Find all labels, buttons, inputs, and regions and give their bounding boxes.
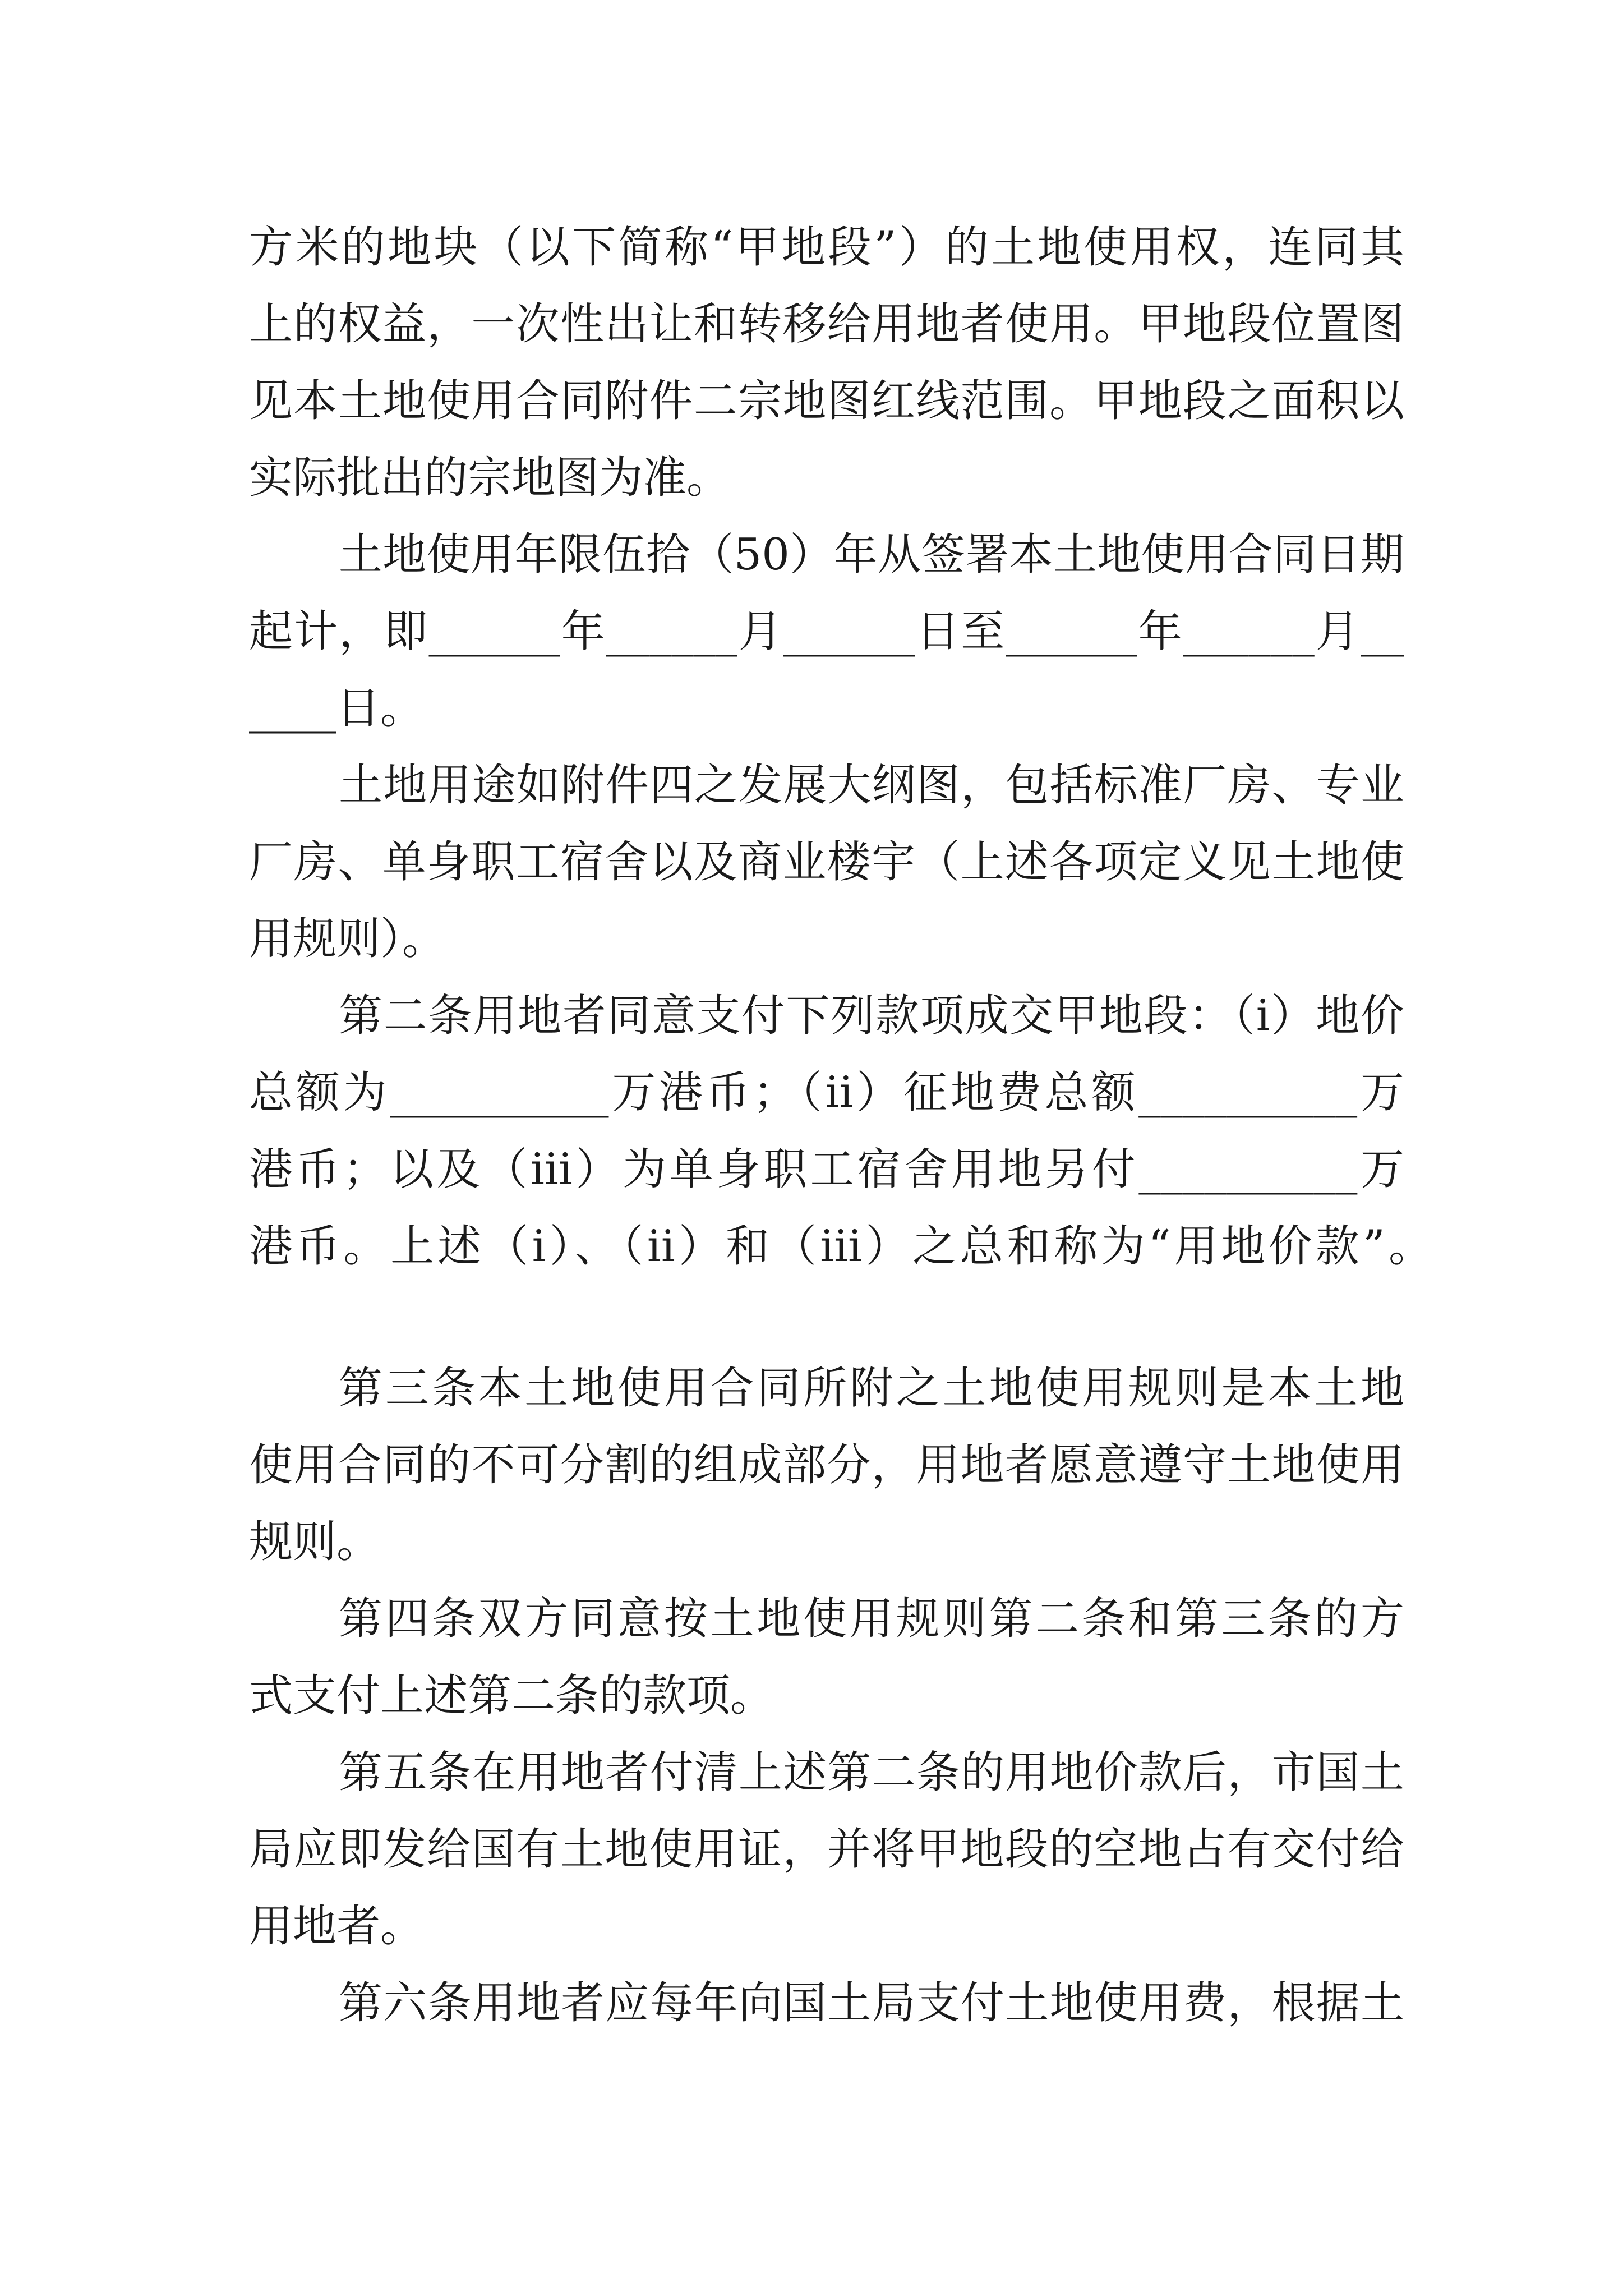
paragraph-1-line-1: 方米的地块（以下简称“甲地段”）的土地使用权，连同其 — [249, 222, 1404, 273]
article-6-line-1: 第六条用地者应每年向国土局支付土地使用费，根据土 — [339, 1978, 1404, 2028]
article-5-line-3: 用地者。 — [249, 1901, 425, 1952]
paragraph-1-line-3: 见本土地使用合同附件二宗地图红线范围。甲地段之面积以 — [249, 376, 1404, 426]
article-2-line-1: 第二条用地者同意支付下列款项成交甲地段：（i）地价 — [339, 991, 1404, 1041]
paragraph-use-line-2: 厂房、单身职工宿舍以及商业楼宇（上述各项定义见土地使 — [249, 837, 1404, 887]
article-3-line-2: 使用合同的不可分割的组成部分，用地者愿意遵守土地使用 — [249, 1440, 1404, 1490]
paragraph-term-line-1: 土地使用年限伍拾（50）年从签署本土地使用合同日期 — [339, 530, 1404, 580]
paragraph-term-line-3: ____日。 — [249, 683, 425, 734]
paragraph-1-line-2: 上的权益，一次性出让和转移给用地者使用。甲地段位置图 — [249, 299, 1404, 349]
article-2-line-4: 港币。上述（i）、（ii）和（iii）之总和称为“用地价款”。 — [249, 1221, 1432, 1272]
paragraph-term-line-2: 起计，即______年______月______日至______年______月__ — [249, 606, 1404, 657]
article-2-line-3: 港币；以及（iii）为单身职工宿舍用地另付__________万 — [249, 1144, 1404, 1195]
article-4-line-1: 第四条双方同意按土地使用规则第二条和第三条的方 — [339, 1594, 1404, 1644]
article-5-line-1: 第五条在用地者付清上述第二条的用地价款后，市国土 — [339, 1747, 1404, 1798]
paragraph-use-line-3: 用规则）。 — [249, 914, 446, 964]
article-5-line-2: 局应即发给国有土地使用证，并将甲地段的空地占有交付给 — [249, 1824, 1404, 1875]
article-3-line-1: 第三条本土地使用合同所附之土地使用规则是本土地 — [339, 1363, 1404, 1414]
article-4-line-2: 式支付上述第二条的款项。 — [249, 1671, 774, 1721]
paragraph-1-line-4: 实际批出的宗地图为准。 — [249, 453, 731, 503]
paragraph-use-line-1: 土地用途如附件四之发展大纲图，包括标准厂房、专业 — [339, 760, 1404, 811]
article-3-line-3: 规则。 — [249, 1517, 381, 1567]
article-2-line-2: 总额为__________万港币；（ii）征地费总额__________万 — [249, 1068, 1404, 1118]
